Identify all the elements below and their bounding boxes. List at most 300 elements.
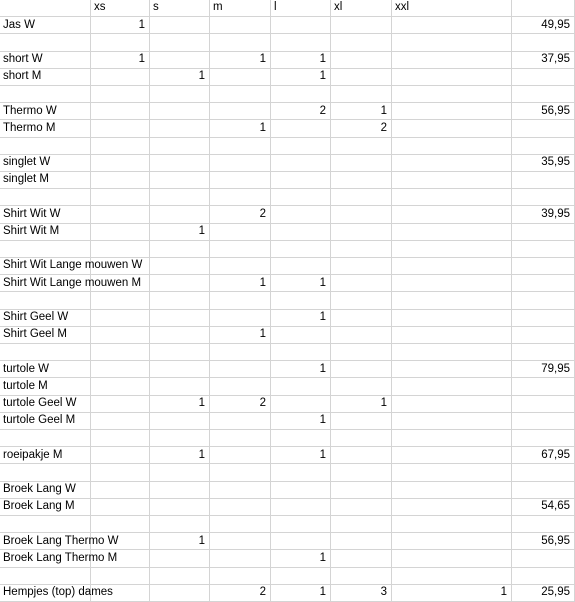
quantity-cell[interactable] [91, 172, 150, 189]
quantity-cell[interactable] [271, 224, 331, 241]
item-label-cell[interactable] [0, 464, 91, 481]
cell-text: 39,95 [541, 207, 570, 220]
quantity-cell[interactable] [150, 533, 210, 550]
item-label-cell[interactable] [0, 120, 91, 137]
quantity-cell[interactable] [210, 86, 271, 103]
quantity-cell[interactable] [331, 86, 392, 103]
quantity-cell[interactable] [91, 34, 150, 51]
quantity-cell[interactable] [210, 241, 271, 258]
cell-text: 1 [319, 362, 326, 375]
quantity-cell[interactable] [271, 327, 331, 344]
cell-text: singlet W [3, 156, 51, 169]
quantity-cell[interactable] [91, 447, 150, 464]
quantity-cell[interactable] [210, 413, 271, 430]
quantity-cell[interactable] [271, 189, 331, 206]
quantity-cell[interactable] [210, 516, 271, 533]
quantity-cell[interactable] [210, 344, 271, 361]
quantity-cell[interactable] [210, 138, 271, 155]
quantity-cell[interactable] [392, 585, 512, 602]
quantity-cell[interactable] [91, 344, 150, 361]
item-label-cell[interactable] [0, 430, 91, 447]
quantity-cell[interactable] [150, 86, 210, 103]
column-header[interactable] [271, 0, 331, 17]
quantity-cell[interactable] [150, 138, 210, 155]
quantity-cell[interactable] [210, 258, 271, 275]
quantity-cell[interactable] [150, 310, 210, 327]
table-row [0, 258, 575, 275]
quantity-cell[interactable] [392, 224, 512, 241]
quantity-cell[interactable] [392, 310, 512, 327]
quantity-cell[interactable] [91, 241, 150, 258]
quantity-cell[interactable] [91, 155, 150, 172]
quantity-cell[interactable] [91, 120, 150, 137]
price-cell[interactable] [512, 52, 575, 69]
quantity-cell[interactable] [210, 69, 271, 86]
quantity-cell[interactable] [91, 464, 150, 481]
price-cell[interactable] [512, 275, 575, 292]
quantity-cell[interactable] [271, 430, 331, 447]
quantity-cell[interactable] [331, 327, 392, 344]
item-label-cell[interactable] [0, 396, 91, 413]
price-cell[interactable] [512, 344, 575, 361]
price-cell[interactable] [512, 413, 575, 430]
quantity-cell[interactable] [150, 292, 210, 309]
table-row [0, 430, 575, 447]
quantity-cell[interactable] [331, 361, 392, 378]
quantity-cell[interactable] [392, 361, 512, 378]
quantity-cell[interactable] [150, 172, 210, 189]
price-cell[interactable] [512, 533, 575, 550]
quantity-cell[interactable] [331, 155, 392, 172]
quantity-cell[interactable] [210, 447, 271, 464]
cell-text: Shirt Geel M [3, 328, 67, 341]
price-cell[interactable] [512, 585, 575, 602]
quantity-cell[interactable] [392, 69, 512, 86]
cell-text: xxl [395, 1, 410, 14]
column-header[interactable] [210, 0, 271, 17]
cell-text: Broek Lang W [3, 482, 76, 495]
cell-text: 1 [259, 121, 266, 134]
quantity-cell[interactable] [150, 585, 210, 602]
quantity-cell[interactable] [392, 378, 512, 395]
quantity-cell[interactable] [210, 568, 271, 585]
cell-text: 35,95 [541, 156, 570, 169]
table-row [0, 103, 575, 120]
table-row [0, 310, 575, 327]
table-row [0, 482, 575, 499]
quantity-cell[interactable] [331, 103, 392, 120]
price-cell[interactable] [512, 292, 575, 309]
cell-text: turtole Geel W [3, 396, 77, 409]
quantity-cell[interactable] [271, 310, 331, 327]
quantity-cell[interactable] [331, 585, 392, 602]
quantity-cell[interactable] [150, 120, 210, 137]
quantity-cell[interactable] [271, 34, 331, 51]
quantity-cell[interactable] [271, 241, 331, 258]
quantity-cell[interactable] [210, 206, 271, 223]
quantity-cell[interactable] [331, 533, 392, 550]
quantity-cell[interactable] [210, 361, 271, 378]
quantity-cell[interactable] [91, 430, 150, 447]
quantity-cell[interactable] [331, 189, 392, 206]
quantity-cell[interactable] [210, 189, 271, 206]
quantity-cell[interactable] [210, 120, 271, 137]
item-label-cell[interactable] [0, 155, 91, 172]
quantity-cell[interactable] [271, 17, 331, 34]
quantity-cell[interactable] [271, 52, 331, 69]
quantity-cell[interactable] [210, 482, 271, 499]
quantity-cell[interactable] [91, 568, 150, 585]
item-label-cell[interactable] [0, 258, 143, 275]
quantity-cell[interactable] [210, 310, 271, 327]
quantity-cell[interactable] [271, 103, 331, 120]
quantity-cell[interactable] [271, 516, 331, 533]
quantity-cell[interactable] [210, 464, 271, 481]
quantity-cell[interactable] [331, 550, 392, 567]
quantity-cell[interactable] [392, 482, 512, 499]
quantity-cell[interactable] [271, 396, 331, 413]
quantity-cell[interactable] [210, 34, 271, 51]
quantity-cell[interactable] [210, 533, 271, 550]
price-cell[interactable] [512, 447, 575, 464]
item-label-cell[interactable] [0, 241, 91, 258]
quantity-cell[interactable] [392, 413, 512, 430]
quantity-cell[interactable] [210, 103, 271, 120]
item-label-cell[interactable] [0, 17, 91, 34]
quantity-cell[interactable] [392, 258, 512, 275]
price-cell[interactable] [512, 482, 575, 499]
quantity-cell[interactable] [392, 550, 512, 567]
quantity-cell[interactable] [150, 103, 210, 120]
price-cell[interactable] [512, 361, 575, 378]
quantity-cell[interactable] [150, 344, 210, 361]
quantity-cell[interactable] [392, 86, 512, 103]
quantity-cell[interactable] [331, 120, 392, 137]
quantity-cell[interactable] [392, 568, 512, 585]
quantity-cell[interactable] [331, 447, 392, 464]
quantity-cell[interactable] [271, 172, 331, 189]
quantity-cell[interactable] [150, 550, 210, 567]
quantity-cell[interactable] [392, 396, 512, 413]
price-cell[interactable] [512, 17, 575, 34]
quantity-cell[interactable] [150, 206, 210, 223]
price-cell[interactable] [512, 516, 575, 533]
quantity-cell[interactable] [392, 516, 512, 533]
column-header[interactable] [512, 0, 575, 17]
quantity-cell[interactable] [91, 396, 150, 413]
quantity-cell[interactable] [392, 533, 512, 550]
item-label-cell[interactable] [0, 378, 91, 395]
quantity-cell[interactable] [210, 585, 271, 602]
quantity-cell[interactable] [331, 482, 392, 499]
quantity-cell[interactable] [271, 533, 331, 550]
item-label-cell[interactable] [0, 585, 113, 602]
quantity-cell[interactable] [331, 138, 392, 155]
quantity-cell[interactable] [150, 189, 210, 206]
table-row [0, 499, 575, 516]
quantity-cell[interactable] [210, 327, 271, 344]
quantity-cell[interactable] [210, 430, 271, 447]
item-label-cell[interactable] [0, 344, 91, 361]
quantity-cell[interactable] [271, 378, 331, 395]
quantity-cell[interactable] [150, 275, 210, 292]
quantity-cell[interactable] [331, 568, 392, 585]
quantity-cell[interactable] [91, 327, 150, 344]
column-header[interactable] [331, 0, 392, 17]
quantity-cell[interactable] [150, 241, 210, 258]
quantity-cell[interactable] [150, 224, 210, 241]
quantity-cell[interactable] [392, 120, 512, 137]
quantity-cell[interactable] [331, 275, 392, 292]
quantity-cell[interactable] [271, 499, 331, 516]
item-label-cell[interactable] [0, 189, 91, 206]
quantity-cell[interactable] [150, 17, 210, 34]
quantity-cell[interactable] [150, 69, 210, 86]
quantity-cell[interactable] [331, 292, 392, 309]
quantity-cell[interactable] [392, 103, 512, 120]
quantity-cell[interactable] [91, 69, 150, 86]
item-label-cell[interactable] [0, 310, 91, 327]
quantity-cell[interactable] [271, 206, 331, 223]
quantity-cell[interactable] [210, 275, 271, 292]
table-row [0, 413, 575, 430]
quantity-cell[interactable] [210, 224, 271, 241]
quantity-cell[interactable] [210, 396, 271, 413]
quantity-cell[interactable] [150, 413, 210, 430]
quantity-cell[interactable] [150, 378, 210, 395]
item-label-cell[interactable] [0, 327, 91, 344]
price-cell[interactable] [512, 138, 575, 155]
quantity-cell[interactable] [271, 120, 331, 137]
quantity-cell[interactable] [271, 464, 331, 481]
quantity-cell[interactable] [150, 568, 210, 585]
quantity-cell[interactable] [331, 396, 392, 413]
quantity-cell[interactable] [331, 34, 392, 51]
column-header[interactable] [150, 0, 210, 17]
quantity-cell[interactable] [210, 52, 271, 69]
quantity-cell[interactable] [210, 172, 271, 189]
price-cell[interactable] [512, 155, 575, 172]
quantity-cell[interactable] [392, 52, 512, 69]
quantity-cell[interactable] [331, 464, 392, 481]
quantity-cell[interactable] [271, 69, 331, 86]
quantity-cell[interactable] [271, 292, 331, 309]
quantity-cell[interactable] [271, 585, 331, 602]
cell-text: short W [3, 52, 43, 65]
quantity-cell[interactable] [271, 482, 331, 499]
quantity-cell[interactable] [150, 430, 210, 447]
item-label-cell[interactable] [0, 292, 91, 309]
quantity-cell[interactable] [392, 327, 512, 344]
quantity-cell[interactable] [271, 447, 331, 464]
price-cell[interactable] [512, 327, 575, 344]
quantity-cell[interactable] [150, 396, 210, 413]
cell-text: 1 [259, 276, 266, 289]
quantity-cell[interactable] [392, 189, 512, 206]
quantity-cell[interactable] [91, 361, 150, 378]
item-label-cell[interactable] [0, 52, 91, 69]
quantity-cell[interactable] [91, 103, 150, 120]
quantity-cell[interactable] [150, 327, 210, 344]
price-cell[interactable] [512, 69, 575, 86]
quantity-cell[interactable] [271, 550, 331, 567]
quantity-cell[interactable] [150, 464, 210, 481]
quantity-cell[interactable] [91, 206, 150, 223]
quantity-cell[interactable] [331, 413, 392, 430]
item-label-cell[interactable] [0, 172, 91, 189]
quantity-cell[interactable] [91, 17, 150, 34]
price-cell[interactable] [512, 224, 575, 241]
quantity-cell[interactable] [91, 413, 150, 430]
quantity-cell[interactable] [331, 258, 392, 275]
item-label-cell[interactable] [0, 568, 91, 585]
quantity-cell[interactable] [331, 17, 392, 34]
quantity-cell[interactable] [331, 344, 392, 361]
column-header[interactable] [91, 0, 150, 17]
quantity-cell[interactable] [392, 241, 512, 258]
quantity-cell[interactable] [271, 361, 331, 378]
quantity-cell[interactable] [150, 361, 210, 378]
quantity-cell[interactable] [91, 378, 150, 395]
price-cell[interactable] [512, 206, 575, 223]
quantity-cell[interactable] [331, 172, 392, 189]
item-label-cell[interactable] [0, 34, 91, 51]
table-row [0, 241, 575, 258]
price-cell[interactable] [512, 86, 575, 103]
table-row [0, 120, 575, 137]
quantity-cell[interactable] [271, 344, 331, 361]
item-label-cell[interactable] [0, 550, 118, 567]
item-label-cell[interactable] [0, 447, 91, 464]
quantity-cell[interactable] [91, 52, 150, 69]
quantity-cell[interactable] [91, 189, 150, 206]
item-label-cell[interactable] [0, 516, 91, 533]
quantity-cell[interactable] [210, 550, 271, 567]
price-cell[interactable] [512, 189, 575, 206]
quantity-cell[interactable] [392, 499, 512, 516]
quantity-cell[interactable] [210, 17, 271, 34]
column-header[interactable] [392, 0, 512, 17]
quantity-cell[interactable] [91, 310, 150, 327]
item-label-cell[interactable] [0, 361, 91, 378]
quantity-cell[interactable] [91, 499, 150, 516]
quantity-cell[interactable] [392, 464, 512, 481]
quantity-cell[interactable] [150, 447, 210, 464]
quantity-cell[interactable] [392, 292, 512, 309]
cell-text: Shirt Geel W [3, 310, 69, 323]
price-cell[interactable] [512, 464, 575, 481]
quantity-cell[interactable] [331, 241, 392, 258]
price-cell[interactable] [512, 241, 575, 258]
quantity-cell[interactable] [210, 499, 271, 516]
quantity-cell[interactable] [91, 138, 150, 155]
quantity-cell[interactable] [331, 499, 392, 516]
quantity-cell[interactable] [91, 86, 150, 103]
item-label-cell[interactable] [0, 138, 91, 155]
item-label-cell[interactable] [0, 533, 119, 550]
quantity-cell[interactable] [392, 17, 512, 34]
quantity-cell[interactable] [210, 155, 271, 172]
quantity-cell[interactable] [392, 172, 512, 189]
quantity-cell[interactable] [331, 206, 392, 223]
quantity-cell[interactable] [392, 138, 512, 155]
item-label-cell[interactable] [0, 206, 91, 223]
quantity-cell[interactable] [392, 430, 512, 447]
cell-text: 1 [319, 551, 326, 564]
quantity-cell[interactable] [392, 34, 512, 51]
quantity-cell[interactable] [150, 516, 210, 533]
quantity-cell[interactable] [271, 86, 331, 103]
cell-text: 25,95 [541, 586, 570, 599]
quantity-cell[interactable] [150, 258, 210, 275]
price-cell[interactable] [512, 310, 575, 327]
quantity-cell[interactable] [150, 499, 210, 516]
quantity-cell[interactable] [91, 292, 150, 309]
quantity-cell[interactable] [271, 275, 331, 292]
price-cell[interactable] [512, 396, 575, 413]
price-cell[interactable] [512, 172, 575, 189]
quantity-cell[interactable] [392, 206, 512, 223]
table-row [0, 378, 575, 395]
quantity-cell[interactable] [392, 447, 512, 464]
item-label-cell[interactable] [0, 224, 91, 241]
price-cell[interactable] [512, 258, 575, 275]
quantity-cell[interactable] [91, 224, 150, 241]
quantity-cell[interactable] [150, 482, 210, 499]
quantity-cell[interactable] [271, 138, 331, 155]
quantity-cell[interactable] [331, 378, 392, 395]
quantity-cell[interactable] [392, 155, 512, 172]
price-cell[interactable] [512, 120, 575, 137]
quantity-cell[interactable] [150, 155, 210, 172]
price-cell[interactable] [512, 103, 575, 120]
quantity-cell[interactable] [331, 69, 392, 86]
price-cell[interactable] [512, 568, 575, 585]
quantity-cell[interactable] [150, 34, 210, 51]
price-cell[interactable] [512, 34, 575, 51]
price-cell[interactable] [512, 430, 575, 447]
quantity-cell[interactable] [331, 430, 392, 447]
item-label-cell[interactable] [0, 413, 91, 430]
quantity-cell[interactable] [210, 292, 271, 309]
quantity-cell[interactable] [271, 258, 331, 275]
quantity-cell[interactable] [150, 52, 210, 69]
quantity-cell[interactable] [331, 52, 392, 69]
quantity-cell[interactable] [331, 224, 392, 241]
item-label-cell[interactable] [0, 275, 142, 292]
quantity-cell[interactable] [210, 378, 271, 395]
table-row [0, 361, 575, 378]
quantity-cell[interactable] [392, 275, 512, 292]
item-label-cell[interactable] [0, 103, 91, 120]
quantity-cell[interactable] [331, 516, 392, 533]
quantity-cell[interactable] [271, 413, 331, 430]
item-label-cell[interactable] [0, 482, 91, 499]
quantity-cell[interactable] [91, 516, 150, 533]
price-cell[interactable] [512, 378, 575, 395]
item-label-cell[interactable] [0, 499, 91, 516]
column-header[interactable] [0, 0, 91, 17]
price-cell[interactable] [512, 499, 575, 516]
item-label-cell[interactable] [0, 86, 91, 103]
quantity-cell[interactable] [331, 310, 392, 327]
quantity-cell[interactable] [392, 344, 512, 361]
quantity-cell[interactable] [271, 568, 331, 585]
quantity-cell[interactable] [271, 155, 331, 172]
quantity-cell[interactable] [91, 482, 150, 499]
item-label-cell[interactable] [0, 69, 91, 86]
price-cell[interactable] [512, 550, 575, 567]
